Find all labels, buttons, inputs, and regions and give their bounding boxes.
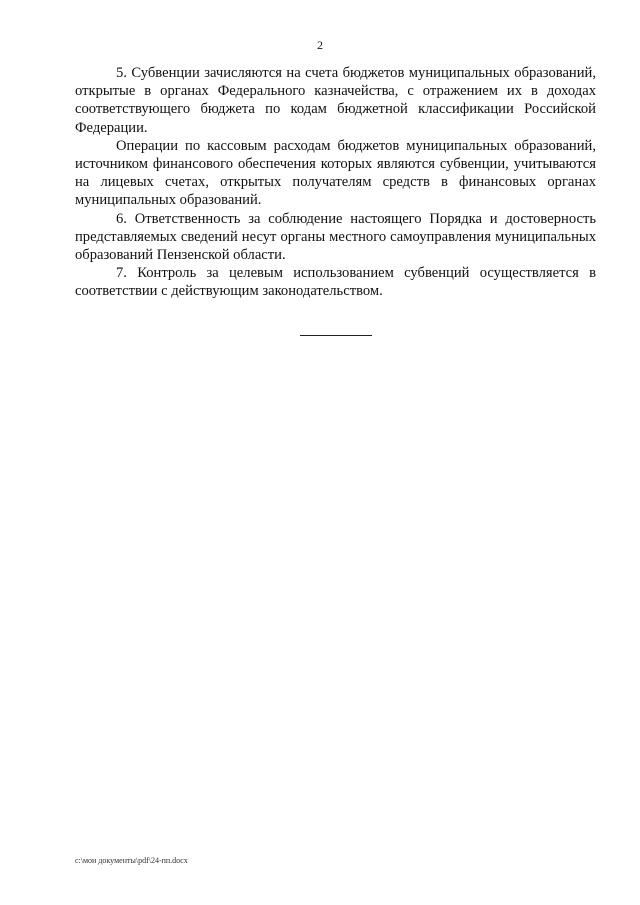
paragraph-5-subventions-crediting: 5. Субвенции зачисляются на счета бюджетов муниципальных образований, открытые в органах Федерального казначейства, с отражением их в доходах соответствующего бюджета по кодам бюджетной классификации Российской Федерации. bbox=[75, 65, 596, 136]
page-number: 2 bbox=[317, 38, 323, 52]
end-divider-line bbox=[300, 335, 372, 336]
document-body bbox=[75, 64, 596, 301]
paragraph-cash-expenditure-operations: Операции по кассовым расходам бюджетов муниципальных образований, источником финансового обеспечения которых являются субвенции, учитываются на лицевых счетах, открытых получателям средств в финансовых органах муниципальных образований. bbox=[75, 137, 596, 209]
paragraph-7-control: 7. Контроль за целевым использованием субвенций осуществляется в соответствии с действующим законодательством. bbox=[75, 265, 596, 300]
footer-file-path: c:\мои документы\pdf\24-пп.docx bbox=[75, 856, 188, 865]
paragraph-6-responsibility: 6. Ответственность за соблюдение настоящего Порядка и достоверность представляемых сведений несут органы местного самоуправления муниципальных образований Пензенской области. bbox=[75, 210, 596, 264]
